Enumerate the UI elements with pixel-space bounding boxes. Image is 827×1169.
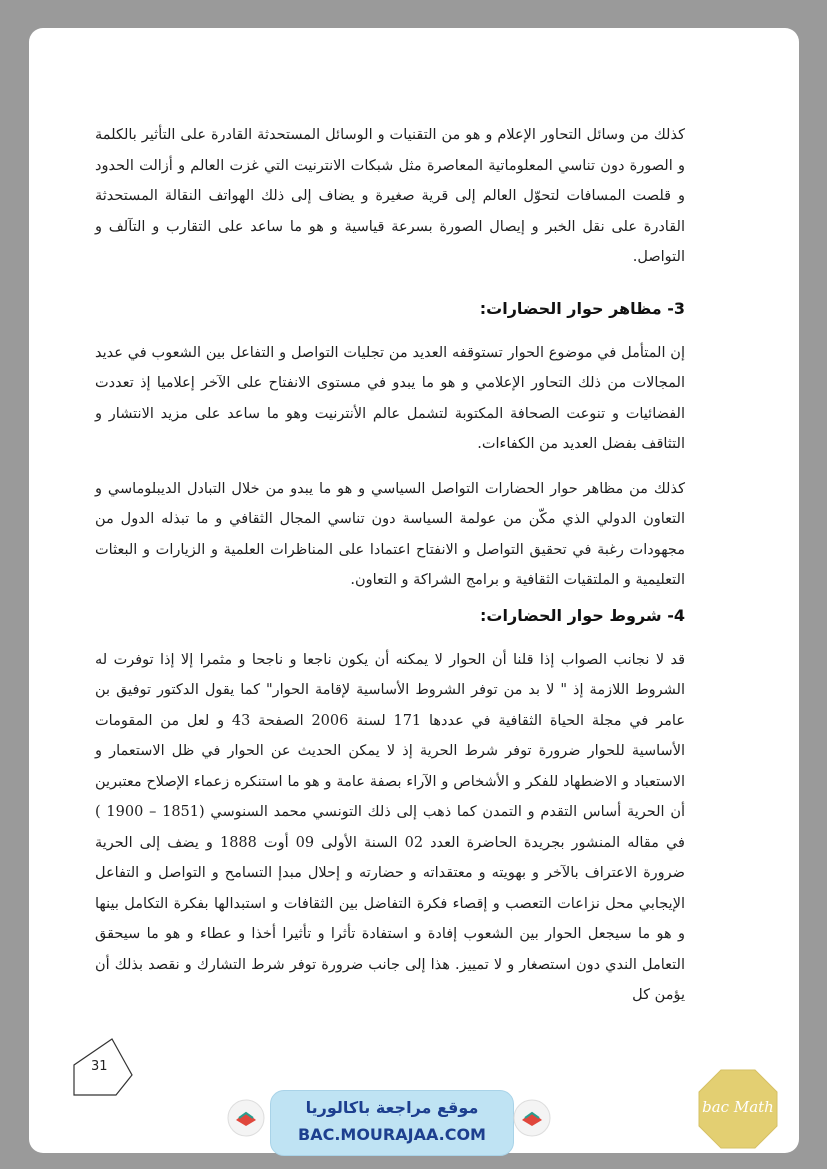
paragraph-media: كذلك من وسائل التحاور الإعلام و هو من التقنيات و الوسائل المستحدثة القادرة على التأثير بالكلمة و الصورة دون تناسي المعلوماتية المعاصرة مثل شبكات الانترنيت التي غزت العالم و أزالت الحدود و قلصت المسافات لتحوّل العالم إلى قرية صغيرة و يضاف إلى ذلك الهواتف النقالة المستحدثة القادرة على نقل الخبر و إيصال الصورة بسرعة قياسية و هو ما ساعد على التقارب و التآلف و التواصل. [95, 127, 685, 265]
paragraph-conditions: قد لا نجانب الصواب إذا قلنا أن الحوار لا يمكنه أن يكون ناجعا و ناجحا و مثمرا إلا إذا توفرت له الشروط اللازمة إذ " لا بد من توفر الشروط الأساسية لإقامة الحوار" كما يقول الدكتور توفيق بن عامر في مجلة الحياة الثقافية في عددها 171 لسنة 2006 الصفحة 43 و لعل من المقومات الأساسية للحوار ضرورة توفر شرط الحرية إذ لا يمكن الحديث عن الحوار في ظل الاستعمار و الاستعباد و الاضطهاد للفكر و الأشخاص و الآراء بصفة عامة و هو ما استنكره زعماء الإصلاح معتبرين أن الحرية أساس التقدم و التمدن كما ذهب إلى ذلك التونسي محمد السنوسي (1851 – 1900 ) في مقاله المنشور بجريدة الحاضرة العدد 02 السنة الأولى 09 أوت 1888 و يضف إلى الحرية ضرورة الاعتراف بالآخر و بهويته و معتقداته و حضارته و إحلال مبدإ التسامح و التواصل و التفاعل الإيجابي محل نزاعات التعصب و إقصاء فكرة التفاضل بين الثقافات و استبدالها بفكرة التكامل بينها و هو ما سيجعل الحوار بين الشعوب إفادة و استفادة تأثرا و تأثيرا أخذا و عطاء و هو ما سيحقق التعامل الندي دون استصغار و لا تمييز. هذا إلى جانب ضرورة توفر شرط التشارك و نقصد بذلك أن يؤمن كل [95, 651, 685, 1003]
page-number-badge [72, 1035, 134, 1097]
site-logo-left-icon [226, 1098, 266, 1138]
banner-arabic-title: موقع مراجعة باكالوريا [305, 1098, 479, 1117]
paragraph-aspects-media: إن المتأمل في موضوع الحوار تستوقفه العديد من تجليات التواصل و التفاعل بين الشعوب في عديد المجالات من ذلك التحاور الإعلامي و هو ما يبدو في مستوى الانفتاح على الآخر إعلاميا إذ تعددت الفضائيات و تنوعت الصحافة المكتوبة لتشمل عالم الأنترنيت وهو ما ساعد على مزيد الانتشار و التثاقف بفضل العديد من الكفاءات. [95, 344, 685, 452]
banner-site-url[interactable]: BAC.MOURAJAA.COM [298, 1125, 486, 1144]
heading-section-3: 3- مظاهر حوار الحضارات: [479, 298, 685, 318]
bac-math-badge [697, 1068, 779, 1150]
badge-text: bac Math [702, 1098, 774, 1116]
page-number: 31 [91, 1059, 108, 1074]
site-logo-right-icon [512, 1098, 552, 1138]
site-banner[interactable] [270, 1090, 514, 1156]
page-content [95, 120, 685, 1011]
paragraph-aspects-politics: كذلك من مظاهر حوار الحضارات التواصل السياسي و هو ما يبدو من خلال التبادل الديبلوماسي و التعاون الدولي الذي مكّن من عولمة السياسة دون تناسي المجال الثقافي و ما تبذله الدول من مجهودات رغبة في تحقيق التواصل و الانفتاح اعتمادا على المناظرات العلمية و الزيارات و البعثات التعليمية و الملتقيات الثقافية و برامج الشراكة و التعاون. [95, 480, 685, 588]
heading-section-4: 4- شروط حوار الحضارات: [480, 605, 685, 625]
